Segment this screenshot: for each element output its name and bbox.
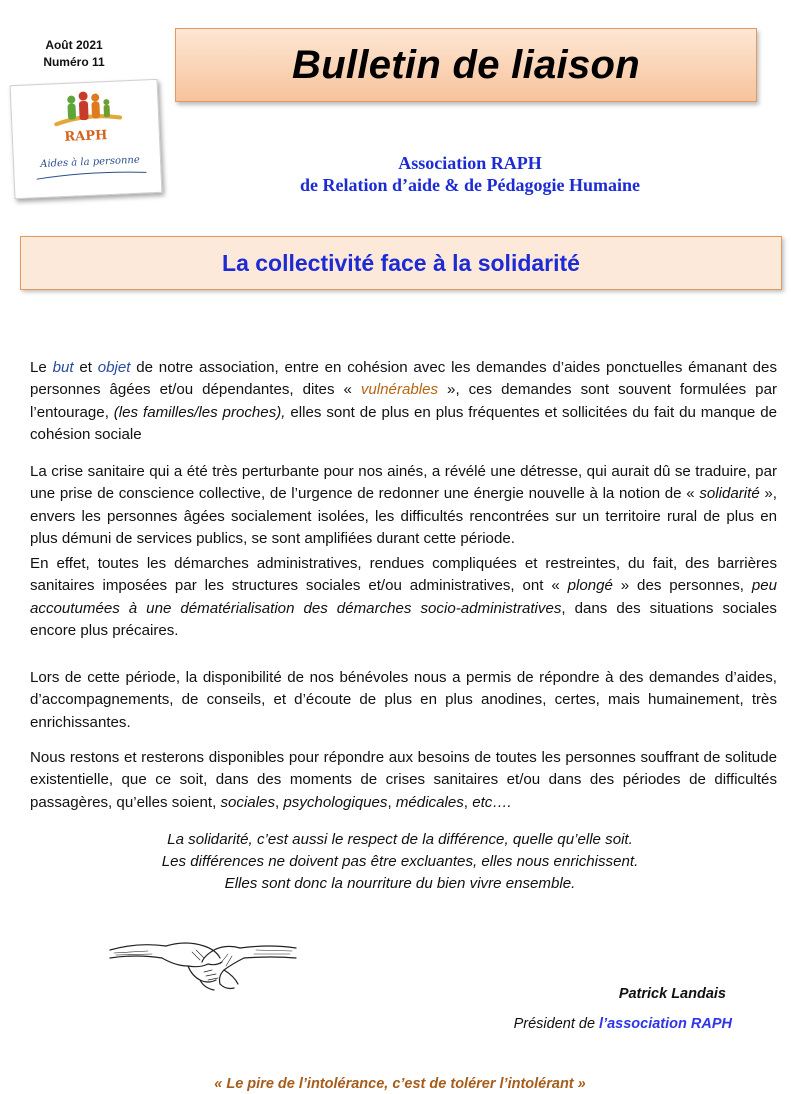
motto: « Le pire de l’intolérance, c’est de tolérer l’intolérant » <box>214 1076 586 1092</box>
signatory-name: Patrick Landais <box>618 986 726 1002</box>
paragraph-1 <box>30 357 777 447</box>
signatory-role <box>470 1016 732 1032</box>
paragraph-3 <box>30 553 777 643</box>
text: , <box>463 793 473 811</box>
emphasis-objet: objet <box>97 359 131 376</box>
title-banner <box>175 28 757 102</box>
association-name <box>200 152 740 196</box>
text: Nous restons et resterons disponibles pour répondre aux besoins de toutes les personnes souffrant de solitude existentielle, que ce soit, dans des moments de crises sanitaires et/ou dans des périodes de difficultés passagères, qu’elles soient, <box>30 749 777 811</box>
paragraph-4: Lors de cette période, la disponibilité de nos bénévoles nous a permis de répondre à des demandes d’aides, d’accompagnements, de conseils, et d’écoute de plus en plus anodines, certes, mais humainement, très enrichissantes. <box>30 669 777 731</box>
emphasis-vulnerables: vulnérables <box>360 381 439 399</box>
emphasis-medicales: médicales <box>395 793 464 811</box>
bulletin-title: Bulletin de liaison <box>292 42 640 87</box>
role-prefix: Président de <box>513 1016 600 1032</box>
emphasis-dematerialisation: peu accoutumées à une dématérialisation des démarches socio-administratives <box>30 577 777 617</box>
text: elles sont de plus en plus fréquentes et sollicitées du fait du manque de cohésion sociale <box>30 403 777 444</box>
text: , <box>275 793 284 811</box>
text: de notre association, entre en cohésion avec les demandes d’aides ponctuelles émanant des personnes âgées et/ou dépendantes, dites « <box>30 359 778 399</box>
text: La crise sanitaire qui a été très perturbante pour nos ainés, a révélé une détresse, qui aurait dû se traduire, par une prise de conscience collective, de l’urgence de redonner une énergie nouvelle à la notion de « <box>30 463 777 503</box>
raph-logo <box>10 79 163 199</box>
issue-info <box>30 37 118 71</box>
association-line-1: Association RAPH <box>398 153 542 173</box>
quote-line-2: Les différences ne doivent pas être excluantes, elles nous enrichissent. <box>161 853 639 870</box>
text: , <box>387 793 396 811</box>
emphasis-sociales: sociales <box>220 793 275 811</box>
logo-tagline: Aides à la personne <box>40 154 141 171</box>
emphasis-familles: (les familles/les proches), <box>113 403 286 421</box>
text: », ces demandes sont souvent formulées par l’entourage, <box>30 381 777 421</box>
issue-number: Numéro 11 <box>43 55 105 69</box>
paragraph-2 <box>30 461 777 551</box>
logo-name: RAPH <box>64 128 108 145</box>
emphasis-etc: etc…. <box>472 793 512 811</box>
association-line-2: de Relation d’aide & de Pédagogie Humaine <box>300 175 640 195</box>
section-banner <box>20 236 782 290</box>
paragraph-5 <box>30 747 777 814</box>
emphasis-plonge: plongé <box>567 577 613 595</box>
emphasis-but: but <box>52 359 74 376</box>
emphasis-solidarite: solidarité <box>699 485 760 503</box>
text: Le <box>30 359 53 376</box>
text: En effet, toutes les démarches administratives, rendues compliquées et restreintes, du fait, des barrières sanitaires imposées par les structures sociales et/ou administratives, ont « <box>30 555 777 595</box>
text: , dans des situations sociales encore plus précaires. <box>30 599 777 640</box>
solidarity-quote <box>60 829 740 895</box>
quote-line-1: La solidarité, c’est aussi le respect de la différence, quelle qu’elle soit. <box>167 831 633 848</box>
text: » des personnes, <box>612 577 752 595</box>
issue-date: Août 2021 <box>45 38 103 52</box>
text: », envers les personnes âgées socialement isolées, les difficultés rencontrées sur un territoire rural de plus en plus démuni de services publics, se sont amplifiées durant cette période. <box>30 485 777 548</box>
text: et <box>73 359 98 376</box>
section-title: La collectivité face à la solidarité <box>222 249 580 276</box>
emphasis-psychologiques: psychologiques <box>283 793 388 811</box>
quote-line-3: Elles sont donc la nourriture du bien vivre ensemble. <box>224 875 576 892</box>
role-organization: l’association RAPH <box>599 1016 732 1032</box>
handshake-icon <box>108 936 298 998</box>
